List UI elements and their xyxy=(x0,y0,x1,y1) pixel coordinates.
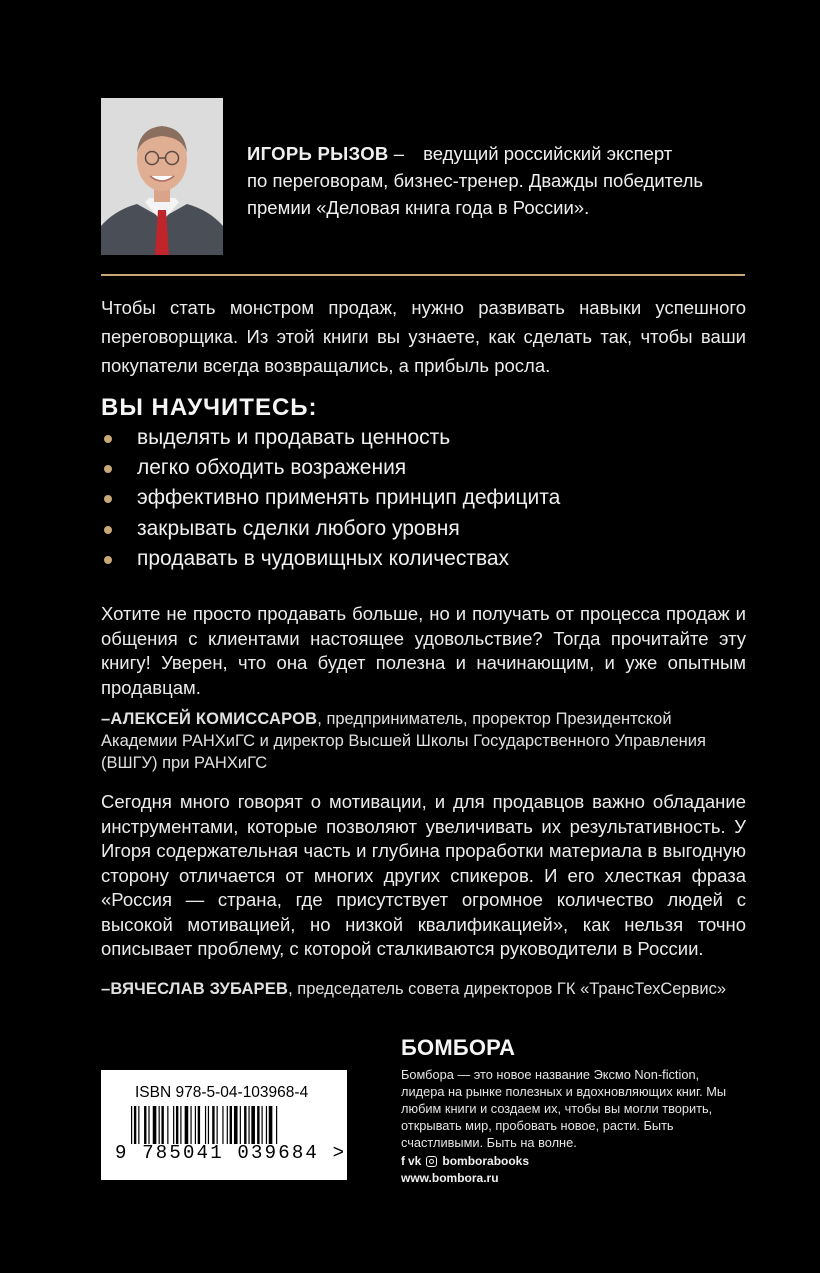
testimonial-attribution-2 xyxy=(101,978,751,1000)
publisher-description: Бомбора — это новое название Эксмо Non-fiction, лидера на рынке полезных и вдохновляющих книг. Мы любим книги и создаем их, чтобы вы могли творить, открывать мир, пробовать новое, расти. Быть счастливыми. Быть на волне. xyxy=(401,1067,727,1150)
learn-heading: ВЫ НАУЧИТЕСЬ: xyxy=(101,394,318,421)
list-item-text: эффективно применять принцип дефицита xyxy=(137,486,561,510)
bullet-icon xyxy=(104,435,112,443)
testimonial-text-2: Сегодня много говорят о мотивации, и для продавцов важно обладание инструментами, которые позволяют увеличивать их результативность. У Игоря содержательная часть и глубина проработки материала в выгодную сторону отличается от многих других спикеров. И его хлесткая фраза «Россия — страна, где присутствует огромное количество людей с высокой мотивацией, но низкой квалификацией», как нельзя точно описывает проблему, с которой сталкиваются руководители в России. xyxy=(101,791,746,959)
bullet-icon xyxy=(104,526,112,534)
author-bio-line-2: по переговорам, бизнес-тренер. Дважды победитель xyxy=(247,170,704,191)
list-item-text: легко обходить возражения xyxy=(137,456,407,480)
facebook-icon[interactable]: f xyxy=(401,1154,405,1168)
instagram-icon[interactable] xyxy=(426,1156,437,1167)
bullet-icon xyxy=(104,495,112,503)
list-item-text: продавать в чудовищных количествах xyxy=(137,546,510,570)
author-bio xyxy=(247,140,747,221)
list-item-text: закрывать сделки любого уровня xyxy=(137,516,460,540)
author-photo xyxy=(101,98,223,255)
testimonial-attribution-1 xyxy=(101,708,751,774)
barcode-bars xyxy=(131,1106,321,1144)
list-item-text: выделять и продавать ценность xyxy=(137,426,451,449)
author-dash: – xyxy=(388,143,410,164)
bullet-icon xyxy=(104,465,112,473)
testimonial-author-2: –ВЯЧЕСЛАВ ЗУБАРЕВ xyxy=(101,980,289,998)
barcode-digits: 9 785041 039684 > xyxy=(115,1142,347,1164)
author-bio-line-3: премии «Деловая книга года в России». xyxy=(247,197,590,218)
social-handle[interactable]: bomborabooks xyxy=(442,1154,530,1168)
author-name: ИГОРЬ РЫЗОВ xyxy=(247,143,389,164)
list-item xyxy=(101,453,560,483)
publisher-name: БОМБОРА xyxy=(401,1035,516,1060)
website-link[interactable]: www.bombora.ru xyxy=(401,1171,499,1185)
intro-paragraph: Чтобы стать монстром продаж, нужно развивать навыки успешного переговорщика. Из этой книги вы узнаете, как сделать так, чтобы ваши покупатели всегда возвращались, а прибыль росла. xyxy=(101,297,746,376)
vk-icon[interactable]: vk xyxy=(408,1154,422,1168)
learn-list xyxy=(101,423,560,574)
isbn-barcode xyxy=(101,1070,347,1180)
list-item xyxy=(101,514,560,544)
list-item xyxy=(101,423,560,453)
bullet-icon xyxy=(104,556,112,564)
testimonial-text-1: Хотите не просто продавать больше, но и получать от процесса продаж и общения с клиентами настоящее удовольствие? Тогда прочитайте эту книгу! Уверен, что она будет полезна и начинающим, и уже опытным продавцам. xyxy=(101,603,746,698)
author-bio-line-1: ведущий российский эксперт xyxy=(423,143,673,164)
isbn-text: ISBN 978-5-04-103968-4 xyxy=(135,1084,309,1101)
testimonial-role-2: , председатель совета директоров ГК «ТрансТехСервис» xyxy=(288,980,727,998)
social-links xyxy=(401,1154,529,1168)
testimonial-role-1: , предприниматель, проректор Президентской Академии РАНХиГС и директор Высшей Школы Государственного Управления (ВШГУ) при РАНХиГС xyxy=(101,710,706,772)
list-item xyxy=(101,544,560,574)
testimonial-author-1: –АЛЕКСЕЙ КОМИССАРОВ xyxy=(101,710,318,728)
gold-divider xyxy=(101,274,745,276)
list-item xyxy=(101,483,560,513)
